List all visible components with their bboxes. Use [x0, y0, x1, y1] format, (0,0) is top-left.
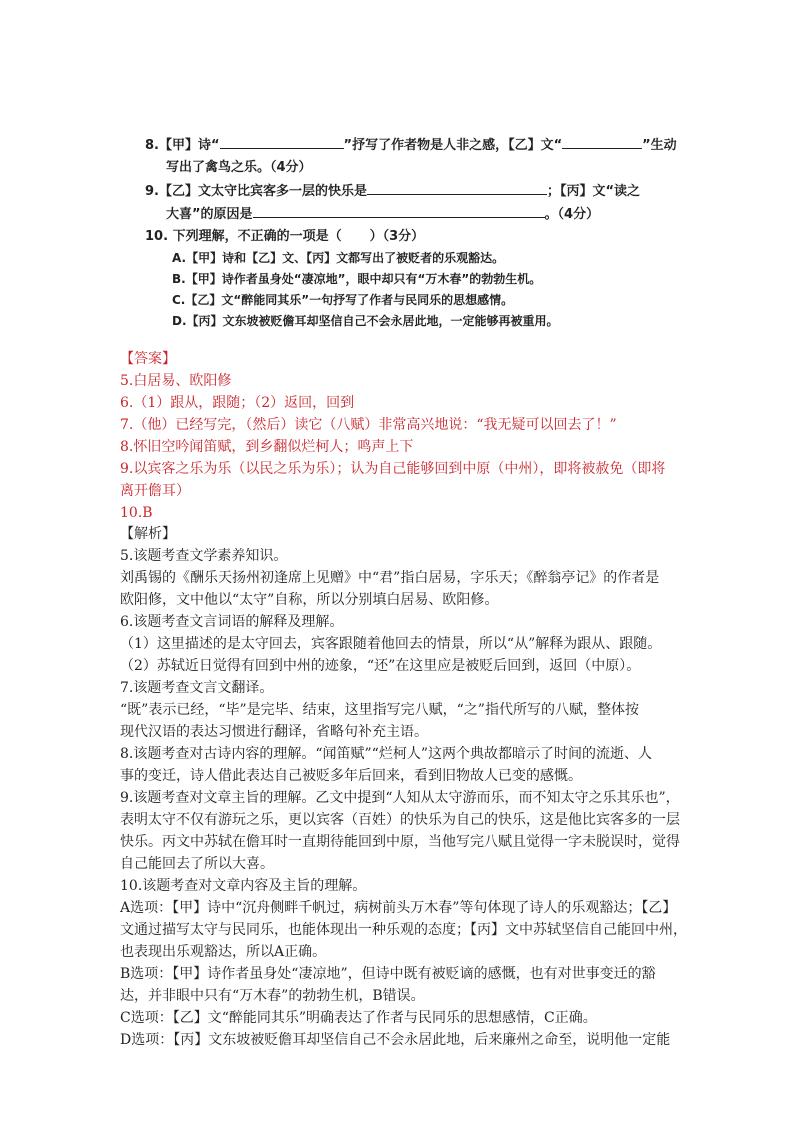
- answer-line: 7.（他）已经写完，（然后）读它（八赋）非常高兴地说：“我无疑可以回去了！”: [120, 417, 617, 433]
- answer-blank: [220, 136, 344, 149]
- option-c: C.【乙】文“醉能同其乐”一句抒写了作者与民同乐的思想感情。: [172, 293, 514, 307]
- analysis-line: 快乐。丙文中苏轼在儋耳时一直期待能回到中原，当他写完八赋且觉得一字未脱误时，觉得: [120, 834, 680, 850]
- question-8-line-1: 8.【甲】诗“ ”抒写了作者物是人非之感，【乙】文“ ”生动: [145, 138, 677, 153]
- analysis-line: 5.该题考查文学素养知识。: [120, 548, 288, 564]
- analysis-line: B选项：【甲】诗作者虽身处“凄凉地”，但诗中既有被贬谪的感慨，也有对世事变迁的豁: [120, 966, 656, 982]
- analysis-line: 达，并非眼中只有“万木春”的勃勃生机，B错误。: [120, 988, 425, 1004]
- analysis-line: A选项：【甲】诗中“沉舟侧畔千帆过，病树前头万木春”等句体现了诗人的乐观豁达；【乙】: [120, 900, 677, 916]
- question-10: 10. 下列理解，不正确的一项是（ ）（3分）: [145, 229, 425, 244]
- question-9-line-2: 大喜”的原因是 。（4分）: [166, 207, 600, 222]
- analysis-line: 表明太守不仅有游玩之乐，更以宾客（百姓）的快乐为自己的快乐，这是他比宾客多的一层: [120, 812, 680, 828]
- answer-blank: [367, 182, 547, 195]
- answer-blank: [562, 136, 642, 149]
- answer-line: 8.怀旧空吟闻笛赋，到乡翻似烂柯人；鸣声上下: [120, 439, 414, 455]
- answer-heading: 【答案】: [120, 351, 176, 367]
- analysis-line: 欧阳修，文中他以“太守”自称，所以分别填白居易、欧阳修。: [120, 592, 499, 608]
- analysis-line: 自己能回去了所以大喜。: [120, 856, 274, 872]
- question-8-line-2: 写出了禽鸟之乐。（4分）: [166, 160, 312, 175]
- analysis-line: （1）这里描述的是太守回去，宾客跟随着他回去的情景，所以“从”解释为跟从、跟随。: [120, 636, 662, 652]
- answer-line: 10.B: [120, 505, 153, 521]
- analysis-line: D选项：【丙】文东坡被贬儋耳却坚信自己不会永居此地，后来廉州之命至，说明他一定能: [120, 1032, 671, 1048]
- answer-line: 5.白居易、欧阳修: [120, 373, 232, 389]
- analysis-line: 刘禹锡的《酬乐天扬州初逢席上见赠》中“君”指白居易，字乐天；《醉翁亭记》的作者是: [120, 570, 660, 586]
- answer-line: 9.以宾客之乐为乐（以民之乐为乐）；认为自己能够回到中原（中州），即将被赦免（即将: [120, 461, 666, 477]
- analysis-heading: 【解析】: [120, 526, 176, 542]
- answer-line: 离开儋耳）: [120, 483, 190, 499]
- option-a: A.【甲】诗和【乙】文、【丙】文都写出了被贬者的乐观豁达。: [172, 251, 505, 265]
- option-d: D.【丙】文东坡被贬儋耳却坚信自己不会永居此地，一定能够再被重用。: [172, 314, 559, 328]
- analysis-line: 也表现出乐观豁达，所以A正确。: [120, 944, 327, 960]
- analysis-line: （2）苏轼近日觉得有回到中州的迹象，“还”在这里应是被贬后回到，返回（中原）。: [120, 658, 641, 674]
- analysis-line: 6.该题考查文言词语的解释及理解。: [120, 614, 344, 630]
- analysis-line: 现代汉语的表达习惯进行翻译，省略句补充主语。: [120, 724, 428, 740]
- analysis-line: 文通过描写太守与民同乐，也能体现出一种乐观的态度；【丙】文中苏轼坚信自己能回中州，: [120, 922, 687, 938]
- analysis-line: 9.该题考查对文章主旨的理解。乙文中提到“人知从太守游而乐，而不知太守之乐其乐也”，: [120, 790, 680, 806]
- analysis-line: C选项：【乙】文“醉能同其乐”明确表达了作者与民同乐的思想感情，C正确。: [120, 1010, 597, 1026]
- analysis-line: 7.该题考查文言文翻译。: [120, 680, 274, 696]
- analysis-line: 8.该题考查对古诗内容的理解。“闻笛赋”“烂柯人”这两个典故都暗示了时间的流逝、人: [120, 746, 652, 762]
- answer-blank: [253, 205, 545, 218]
- analysis-line: “既”表示已经，“毕”是完毕、结束，这里指写完八赋，“之”指代所写的八赋，整体按: [120, 702, 639, 718]
- answer-line: 6.（1）跟从，跟随；（2）返回，回到: [120, 395, 355, 411]
- analysis-line: 10.该题考查对文章内容及主旨的理解。: [120, 878, 367, 894]
- question-9-line-1: 9.【乙】文太守比宾客多一层的快乐是 ；【丙】文“读之: [145, 184, 641, 199]
- analysis-line: 事的变迁，诗人借此表达自己被贬多年后回来，看到旧物故人已变的感慨。: [120, 768, 582, 784]
- option-b: B.【甲】诗作者虽身处“凄凉地”，眼中却只有“万木春”的勃勃生机。: [172, 272, 542, 286]
